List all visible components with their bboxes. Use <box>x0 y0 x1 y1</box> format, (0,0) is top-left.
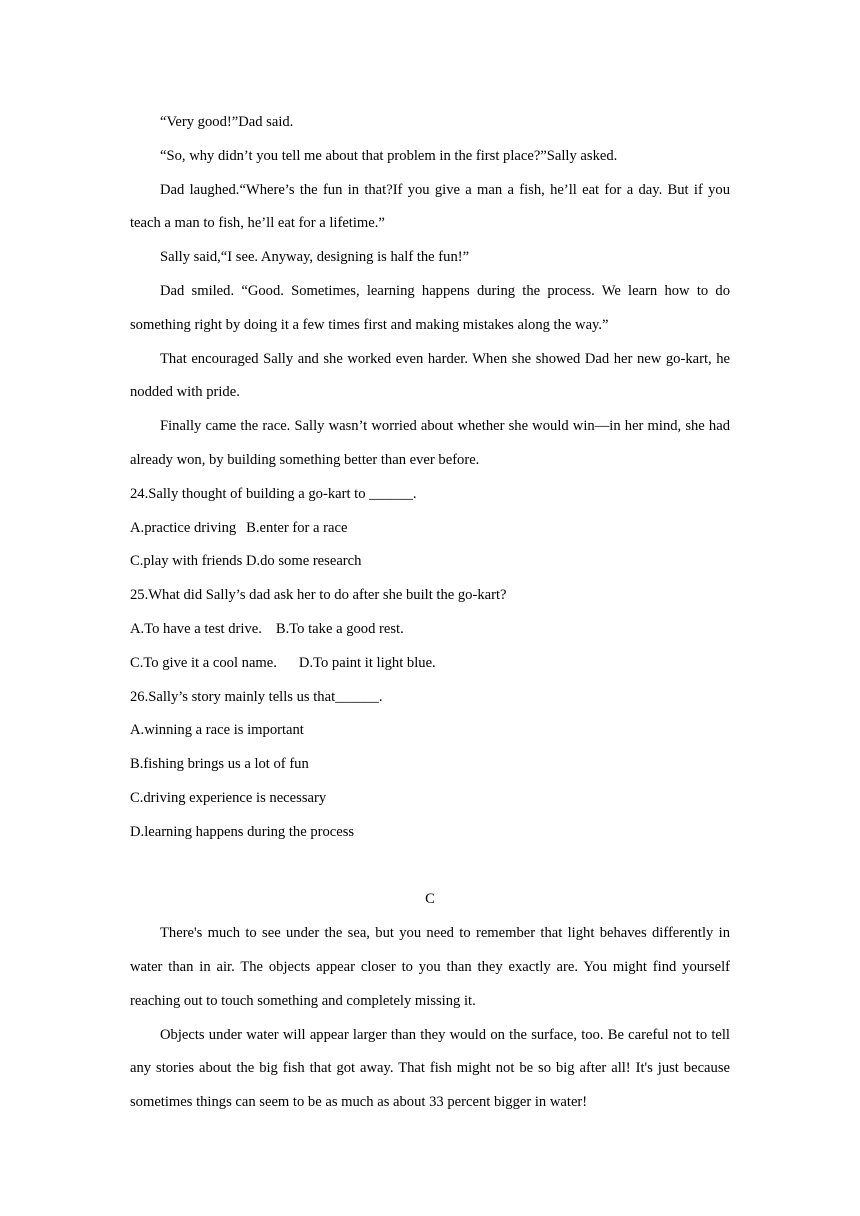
option-b: B.fishing brings us a lot of fun <box>130 756 309 773</box>
section-heading: C <box>425 891 435 908</box>
option-d: D.do some research <box>245 553 362 570</box>
option-c: C.driving experience is necessary <box>130 789 327 806</box>
section-c-paragraph: There's much to see under the sea, but you need to remember that light behaves differently in water than in air. The objects appear closer to you than they exactly are. You might find yourself reaching out to touch something and completely missing it. <box>130 925 730 1009</box>
story-paragraph: Sally said,“I see. Anyway, designing is half the fun!” <box>160 249 470 266</box>
option-a: A.winning a race is important <box>130 722 304 739</box>
question-26-stem: 26.Sally’s story mainly tells us that______. <box>130 688 383 705</box>
question-24-options-ab <box>130 512 730 546</box>
option-b: B.To take a good rest. <box>275 620 404 637</box>
option-c: C.play with friends <box>130 553 243 570</box>
option-c: C.To give it a cool name. <box>130 654 277 671</box>
option-d: D.To paint it light blue. <box>298 654 436 671</box>
story-paragraph: Dad smiled. “Good. Sometimes, learning happens during the process. We learn how to do something right by doing it a few times first and making mistakes along the way.” <box>130 282 730 333</box>
option-d: D.learning happens during the process <box>130 823 355 840</box>
story-paragraph: “So, why didn’t you tell me about that problem in the first place?”Sally asked. <box>160 147 618 164</box>
story-paragraph: “Very good!”Dad said. <box>160 114 294 130</box>
document-content <box>130 106 730 1120</box>
question-25-stem: 25.What did Sally’s dad ask her to do after she built the go-kart? <box>130 587 507 604</box>
question-25-options-ab <box>130 613 730 647</box>
story-paragraph: Dad laughed.“Where’s the fun in that?If you give a man a fish, he’ll eat for a day. But if you teach a man to fish, he’ll eat for a lifetime.” <box>130 181 730 232</box>
question-24-options-cd <box>130 545 730 579</box>
question-24-stem: 24.Sally thought of building a go-kart to ______. <box>130 485 417 502</box>
option-b: B.enter for a race <box>246 519 348 536</box>
option-a: A.To have a test drive. <box>130 620 262 637</box>
question-25-options-cd <box>130 647 730 681</box>
option-a: A.practice driving <box>130 519 237 536</box>
section-c-paragraph: Objects under water will appear larger than they would on the surface, too. Be careful not to tell any stories about the big fish that got away. That fish might not be so big after all! It's just because sometimes things can seem to be as much as about 33 percent bigger in water! <box>130 1026 730 1111</box>
story-paragraph: That encouraged Sally and she worked even harder. When she showed Dad her new go-kart, he nodded with pride. <box>130 350 730 401</box>
story-paragraph: Finally came the race. Sally wasn’t worried about whether she would win—in her mind, she had already won, by building something better than ever before. <box>130 418 730 468</box>
